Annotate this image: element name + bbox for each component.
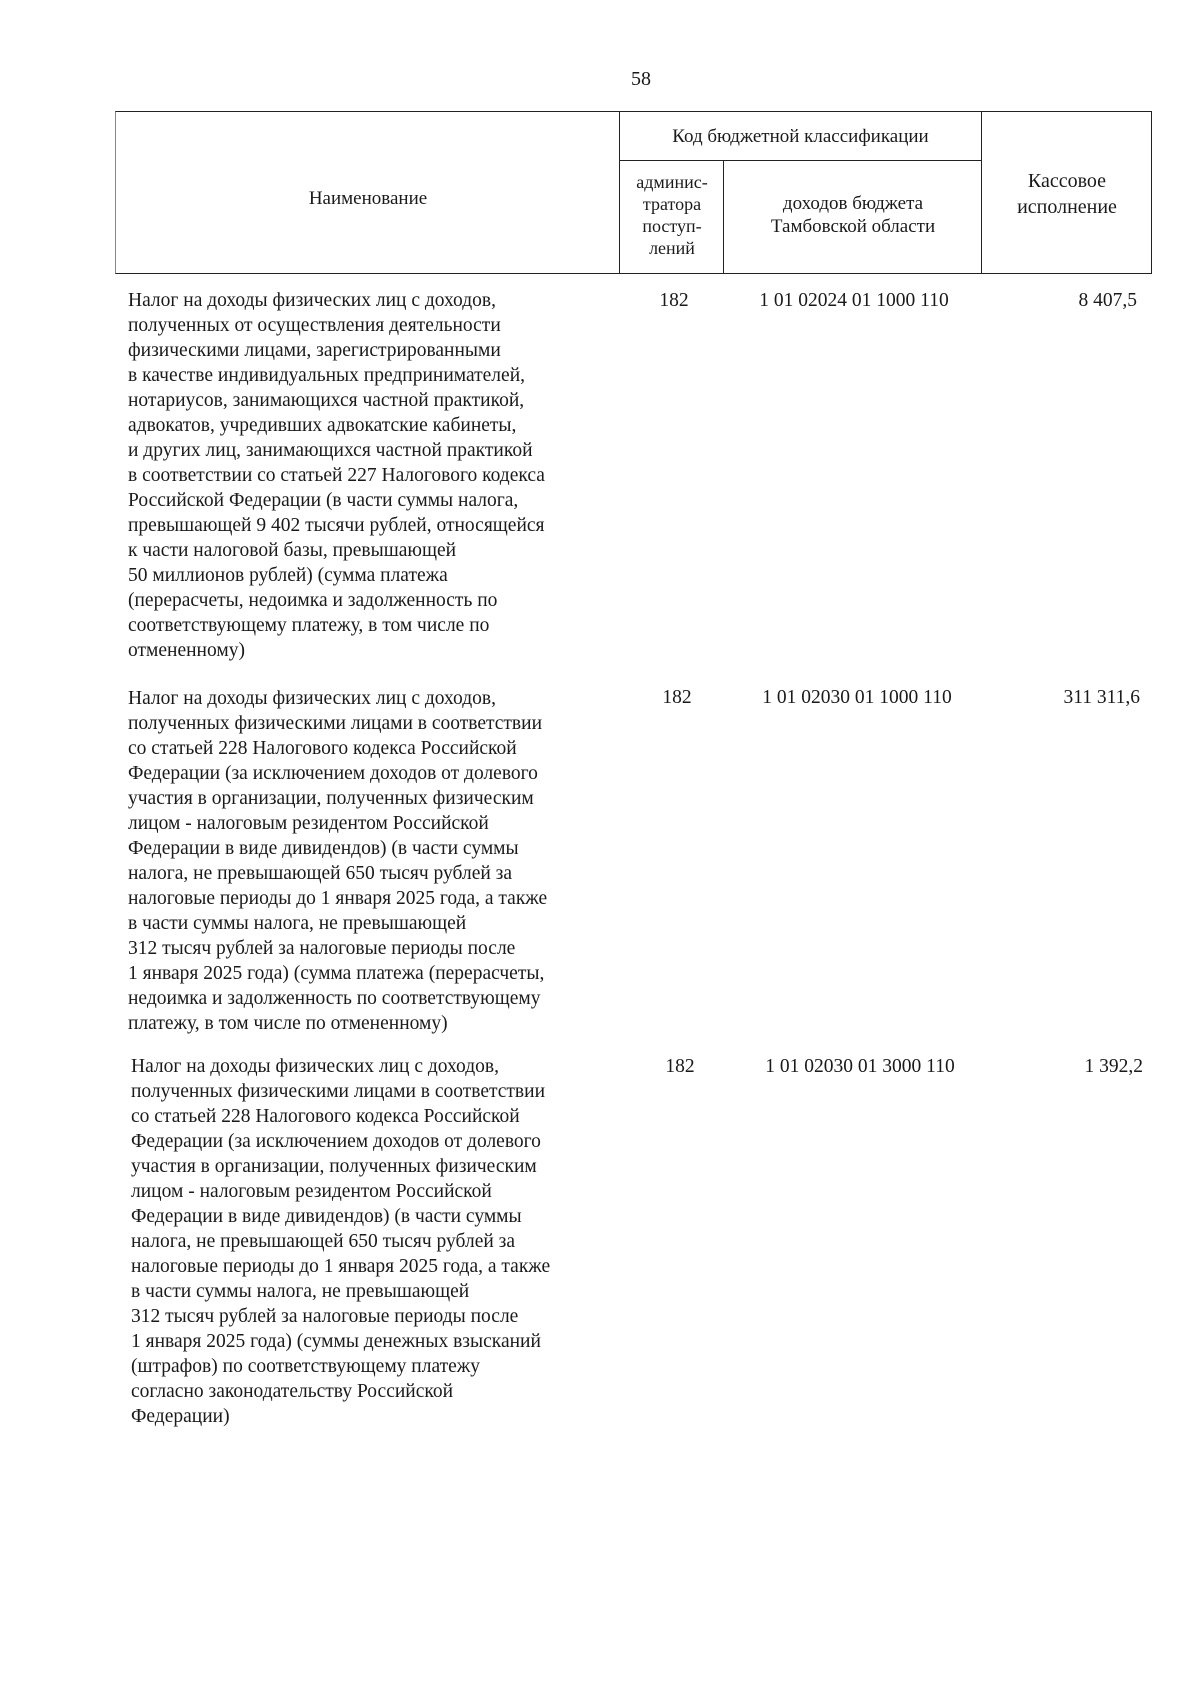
table-row-code: 1 01 02024 01 1000 110 [759, 290, 949, 311]
table-row-amount: 1 392,2 [1084, 1056, 1143, 1077]
header-code-group: Код бюджетной классификации [672, 126, 929, 147]
table-row-admin: 182 [662, 687, 692, 708]
header-divider-group [619, 160, 981, 161]
table-row-amount: 311 311,6 [1063, 687, 1140, 708]
table-row-name: Налог на доходы физических лиц с доходов, полученных от осуществления деятельности физическими лицами, зарегистрированными в качестве индивидуальных предпринимателей, нотариусов, занимающихся частной практикой, адвокатов, учредивших адвокатские кабинеты, и других лиц, занимающихся частной практикой в соответствии со статьей 227 Налогового кодекса Российской Федерации (в части суммы налога, превышающей 9 402 тысячи рублей, относящейся к части налоговой базы, превышающей 50 миллионов рублей) (сумма платежа (перерасчеты, недоимка и задолженность по соответствующему платежу, в том числе по отмененному) [128, 290, 545, 661]
table-row-code: 1 01 02030 01 3000 110 [765, 1056, 955, 1077]
header-name: Наименование [308, 188, 428, 209]
table-row-name: Налог на доходы физических лиц с доходов, полученных физическими лицами в соответствии со статьей 228 Налогового кодекса Российской Федерации (за исключением доходов от долевого участия в организации, полученных физическим лицом - налоговым резидентом Российской Федерации в виде дивидендов) (в части суммы налога, не превышающей 650 тысяч рублей за налоговые периоды до 1 января 2025 года, а также в части суммы налога, не превышающей 312 тысяч рублей за налоговые периоды после 1 января 2025 года) (суммы денежных взысканий (штрафов) по соответствующему платежу согласно законодательству Российской Федерации) [131, 1056, 551, 1427]
header-execution: Кассовое исполнение [1017, 170, 1117, 218]
table-row-admin: 182 [665, 1056, 695, 1077]
header-admin: админис- тратора поступ- лений [636, 172, 708, 258]
header-income: доходов бюджета Тамбовской области [770, 193, 936, 237]
page-number: 58 [631, 68, 651, 90]
header-divider-admin [723, 161, 724, 274]
table-row-amount: 8 407,5 [1078, 290, 1137, 311]
table-row-admin: 182 [659, 290, 689, 311]
table-row-name: Налог на доходы физических лиц с доходов, полученных физическими лицами в соответствии со статьей 228 Налогового кодекса Российской Федерации (за исключением доходов от долевого участия в организации, полученных физическим лицом - налоговым резидентом Российской Федерации в виде дивидендов) (в части суммы налога, не превышающей 650 тысяч рублей за налоговые периоды до 1 января 2025 года, а также в части суммы налога, не превышающей 312 тысяч рублей за налоговые периоды после 1 января 2025 года) (сумма платежа (перерасчеты, недоимка и задолженность по соответствующему платежу, в том числе по отмененному) [128, 688, 548, 1034]
table-row-code: 1 01 02030 01 1000 110 [762, 687, 952, 708]
header-divider-income [981, 111, 982, 274]
